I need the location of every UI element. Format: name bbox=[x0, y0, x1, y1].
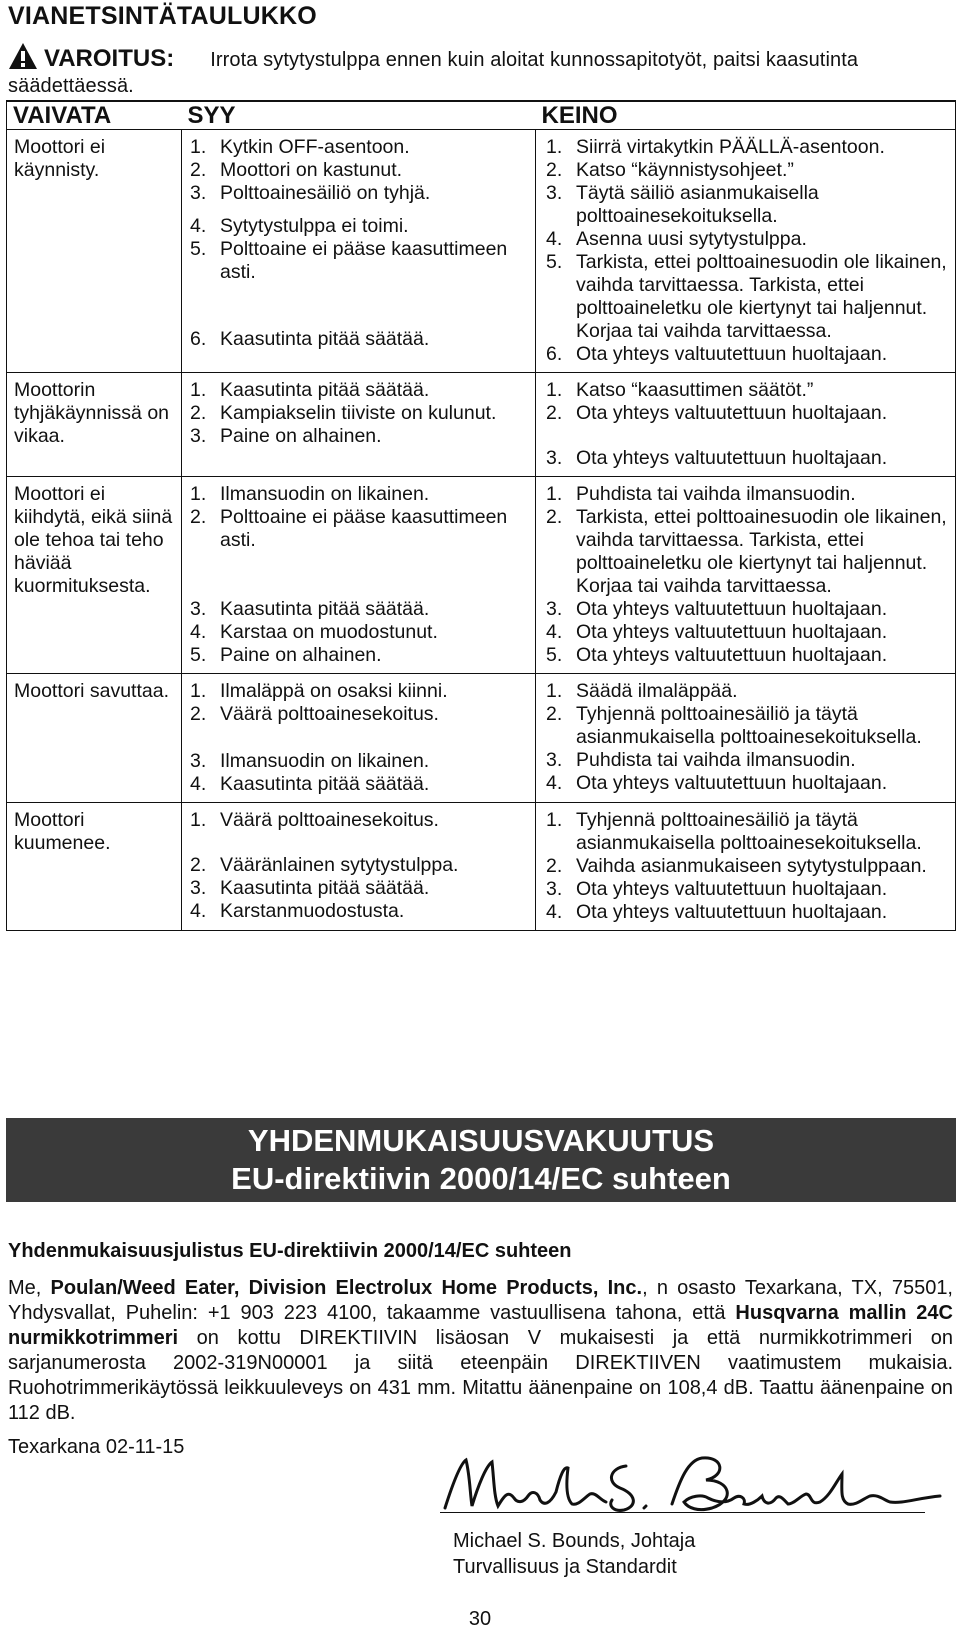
remedy-text: Katso “käynnistysohjeet.” bbox=[576, 159, 794, 181]
cause-number: 3. bbox=[190, 598, 207, 620]
banner-subtitle: EU-direktiivin 2000/14/EC suhteen bbox=[231, 1161, 731, 1196]
remedy-number: 3. bbox=[546, 182, 563, 204]
cause-number: 4. bbox=[190, 773, 207, 795]
remedy-number: 5. bbox=[546, 251, 563, 273]
header-problem: VAIVATA bbox=[7, 101, 182, 130]
remedy-item bbox=[546, 878, 949, 901]
remedy-number: 2. bbox=[546, 402, 563, 424]
remedy-item bbox=[546, 901, 949, 924]
remedy-item bbox=[546, 703, 949, 749]
remedy-number: 2. bbox=[546, 506, 563, 528]
page-title: VIANETSINTÄTAULUKKO bbox=[8, 2, 317, 30]
header-cause: SYY bbox=[182, 101, 536, 130]
remedy-number: 6. bbox=[546, 343, 563, 365]
remedy-item bbox=[546, 379, 949, 402]
cause-number: 4. bbox=[190, 621, 207, 643]
cause-item bbox=[190, 750, 529, 773]
remedy-number: 4. bbox=[546, 901, 563, 923]
cause-text: Ilmansuodin on likainen. bbox=[220, 483, 430, 505]
problem-cell: Moottori savuttaa. bbox=[7, 674, 182, 803]
remedy-item bbox=[546, 182, 949, 228]
warning-triangle-icon bbox=[8, 42, 38, 75]
remedy-text: Ota yhteys valtuutettuun huoltajaan. bbox=[576, 402, 888, 424]
cause-cell bbox=[182, 373, 536, 477]
remedy-text: Puhdista tai vaihda ilmansuodin. bbox=[576, 483, 856, 505]
cause-item bbox=[190, 900, 529, 923]
cause-text: Ilmansuodin on likainen. bbox=[220, 750, 430, 772]
cause-cell bbox=[182, 477, 536, 674]
table-header-row bbox=[7, 101, 956, 130]
cause-number: 2. bbox=[190, 159, 207, 181]
decl-model: Husqvarna mallin 24C nurmikkotrimmeri bbox=[8, 1302, 953, 1349]
table-row bbox=[7, 674, 956, 803]
remedy-text: Asenna uusi sytytystulppa. bbox=[576, 228, 807, 250]
remedy-number: 4. bbox=[546, 621, 563, 643]
remedy-number: 1. bbox=[546, 680, 563, 702]
cause-item bbox=[190, 136, 529, 159]
remedy-text: Tyhjennä polttoainesäiliö ja täytä asianmukaisella polttoainesekoituksella. bbox=[576, 809, 922, 854]
remedy-text: Ota yhteys valtuutettuun huoltajaan. bbox=[576, 343, 888, 365]
cause-number: 1. bbox=[190, 379, 207, 401]
remedy-text: Säädä ilmaläppää. bbox=[576, 680, 738, 702]
decl-text-start: Me, bbox=[8, 1277, 51, 1299]
signer-department: Turvallisuus ja Standardit bbox=[453, 1556, 677, 1578]
cause-item bbox=[190, 680, 529, 703]
remedy-text: Katso “kaasuttimen säätöt.” bbox=[576, 379, 814, 401]
decl-text-end: on kottu DIREKTIIVIN lisäosan V mukaisesti ja että nurmikkotrimmeri on sarjanumerosta 2002-319N00001 ja siitä eteenpäin DIREKTIIVEN vaatimustem mukaisia. Ruohotrimmerikäytössä leikkuuleveys on 431 mm. Mitattu äänenpaine on 108,4 dB. Taattu äänenpaine on 112 dB. bbox=[8, 1327, 953, 1424]
remedy-number: 3. bbox=[546, 447, 563, 469]
problem-cell: Moottorin tyhjäkäynnissä on vikaa. bbox=[7, 373, 182, 477]
cause-number: 6. bbox=[190, 328, 207, 350]
remedy-text: Vaihda asianmukaiseen sytytystulppaan. bbox=[576, 855, 927, 877]
signer-name: Michael S. Bounds, Johtaja bbox=[453, 1530, 696, 1552]
cause-item bbox=[190, 773, 529, 796]
remedy-cell bbox=[536, 373, 956, 477]
cause-number: 1. bbox=[190, 809, 207, 831]
cause-item bbox=[190, 644, 529, 667]
remedy-cell bbox=[536, 674, 956, 803]
remedy-item bbox=[546, 809, 949, 855]
cause-item bbox=[190, 703, 529, 726]
cause-item bbox=[190, 159, 529, 182]
cause-number: 1. bbox=[190, 483, 207, 505]
cause-text: Kytkin OFF-asentoon. bbox=[220, 136, 410, 158]
table-body bbox=[7, 130, 956, 931]
cause-number: 3. bbox=[190, 750, 207, 772]
cause-item bbox=[190, 621, 529, 644]
remedy-item bbox=[546, 749, 949, 772]
problem-cell: Moottori kuumenee. bbox=[7, 803, 182, 931]
cause-item bbox=[190, 877, 529, 900]
cause-item bbox=[190, 215, 529, 238]
problem-cell: Moottori ei kiihdytä, eikä siinä ole tehoa tai teho häviää kuormituksesta. bbox=[7, 477, 182, 674]
cause-number: 3. bbox=[190, 425, 207, 447]
remedy-item bbox=[546, 621, 949, 644]
remedy-text: Siirrä virtakytkin PÄÄLLÄ-asentoon. bbox=[576, 136, 885, 158]
remedy-number: 3. bbox=[546, 749, 563, 771]
remedy-text: Täytä säiliö asianmukaisella polttoainesekoituksella. bbox=[576, 182, 819, 227]
cause-number: 1. bbox=[190, 136, 207, 158]
problem-cell: Moottori ei käynnisty. bbox=[7, 130, 182, 373]
remedy-item bbox=[546, 506, 949, 598]
cause-cell bbox=[182, 803, 536, 931]
remedy-text: Ota yhteys valtuutettuun huoltajaan. bbox=[576, 644, 888, 666]
cause-text: Paine on alhainen. bbox=[220, 644, 382, 666]
header-remedy: KEINO bbox=[536, 101, 956, 130]
cause-item bbox=[190, 402, 529, 425]
remedy-number: 1. bbox=[546, 136, 563, 158]
cause-text: Polttoaine ei pääse kaasuttimeen asti. bbox=[220, 238, 508, 283]
cause-text: Kaasutinta pitää säätää. bbox=[220, 379, 430, 401]
cause-item bbox=[190, 379, 529, 402]
cause-item bbox=[190, 182, 529, 205]
remedy-number: 5. bbox=[546, 644, 563, 666]
remedy-text: Ota yhteys valtuutettuun huoltajaan. bbox=[576, 598, 888, 620]
cause-text: Polttoainesäiliö on tyhjä. bbox=[220, 182, 431, 204]
remedy-item bbox=[546, 228, 949, 251]
declaration-heading: Yhdenmukaisuusjulistus EU-direktiivin 2000/14/EC suhteen bbox=[8, 1240, 572, 1262]
remedy-text: Ota yhteys valtuutettuun huoltajaan. bbox=[576, 621, 888, 643]
remedy-item bbox=[546, 680, 949, 703]
remedy-item bbox=[546, 772, 949, 795]
cause-text: Sytytystulppa ei toimi. bbox=[220, 215, 409, 237]
cause-item bbox=[190, 483, 529, 506]
remedy-number: 2. bbox=[546, 159, 563, 181]
remedy-number: 4. bbox=[546, 772, 563, 794]
remedy-text: Puhdista tai vaihda ilmansuodin. bbox=[576, 749, 856, 771]
cause-number: 4. bbox=[190, 900, 207, 922]
decl-company: Poulan/Weed Eater, Division Electrolux Home Products, Inc. bbox=[50, 1277, 643, 1299]
cause-number: 2. bbox=[190, 506, 207, 528]
remedy-text: Ota yhteys valtuutettuun huoltajaan. bbox=[576, 878, 888, 900]
remedy-item bbox=[546, 644, 949, 667]
cause-number: 5. bbox=[190, 644, 207, 666]
cause-text: Kaasutinta pitää säätää. bbox=[220, 877, 430, 899]
warning-text: Irrota sytytystulppa ennen kuin aloitat kunnossapitotyöt, paitsi kaasutinta säädettäessä. bbox=[8, 49, 859, 97]
signature-line bbox=[440, 1512, 925, 1513]
declaration-paragraph bbox=[8, 1276, 953, 1426]
warning-label: VAROITUS: bbox=[44, 45, 175, 72]
troubleshooting-table bbox=[6, 100, 956, 931]
remedy-number: 3. bbox=[546, 878, 563, 900]
remedy-cell bbox=[536, 803, 956, 931]
cause-number: 5. bbox=[190, 238, 207, 260]
remedy-number: 2. bbox=[546, 855, 563, 877]
cause-text: Karstanmuodostusta. bbox=[220, 900, 405, 922]
remedy-cell bbox=[536, 477, 956, 674]
remedy-number: 3. bbox=[546, 598, 563, 620]
cause-number: 2. bbox=[190, 703, 207, 725]
warning-notice bbox=[8, 42, 953, 97]
remedy-text: Ota yhteys valtuutettuun huoltajaan. bbox=[576, 772, 888, 794]
remedy-item bbox=[546, 855, 949, 878]
remedy-item bbox=[546, 251, 949, 343]
cause-text: Väärä polttoainesekoitus. bbox=[220, 703, 439, 725]
cause-item bbox=[190, 425, 529, 448]
cause-number: 4. bbox=[190, 215, 207, 237]
remedy-cell bbox=[536, 130, 956, 373]
remedy-number: 1. bbox=[546, 483, 563, 505]
table-row bbox=[7, 373, 956, 477]
cause-text: Moottori on kastunut. bbox=[220, 159, 403, 181]
remedy-item bbox=[546, 483, 949, 506]
remedy-item bbox=[546, 447, 949, 470]
cause-text: Kaasutinta pitää säätää. bbox=[220, 328, 430, 350]
table-row bbox=[7, 130, 956, 373]
cause-number: 2. bbox=[190, 402, 207, 424]
cause-item bbox=[190, 854, 529, 877]
cause-cell bbox=[182, 130, 536, 373]
cause-number: 1. bbox=[190, 680, 207, 702]
page-number: 30 bbox=[468, 1608, 492, 1630]
remedy-number: 1. bbox=[546, 809, 563, 831]
cause-cell bbox=[182, 674, 536, 803]
cause-text: Vääränlainen sytytystulppa. bbox=[220, 854, 459, 876]
remedy-number: 2. bbox=[546, 703, 563, 725]
remedy-text: Tarkista, ettei polttoainesuodin ole likainen, vaihda tarvittaessa. Tarkista, ettei polttoaineletku ole kiertynyt tai haljennut. Korjaa tai vaihda tarvittaessa. bbox=[576, 506, 947, 597]
cause-item bbox=[190, 328, 529, 351]
remedy-text: Tarkista, ettei polttoainesuodin ole likainen, vaihda tarvittaessa. Tarkista, ettei polttoaineletku ole kiertynyt tai haljennut. Korjaa tai vaihda tarvittaessa. bbox=[576, 251, 947, 342]
remedy-item bbox=[546, 343, 949, 366]
cause-text: Paine on alhainen. bbox=[220, 425, 382, 447]
cause-number: 2. bbox=[190, 854, 207, 876]
decl-text-mid: , n osasto Texarkana, TX, 75501, Yhdysvallat, Puhelin: +1 903 223 4100, takaamme vastuullisena tahona, että bbox=[8, 1277, 953, 1324]
remedy-number: 4. bbox=[546, 228, 563, 250]
place-date: Texarkana 02-11-15 bbox=[8, 1436, 185, 1458]
remedy-item bbox=[546, 159, 949, 182]
declaration-banner bbox=[6, 1118, 956, 1202]
banner-title: YHDENMUKAISUUSVAKUUTUS bbox=[247, 1123, 715, 1158]
cause-text: Polttoaine ei pääse kaasuttimeen asti. bbox=[220, 506, 508, 551]
cause-text: Kampiakselin tiiviste on kulunut. bbox=[220, 402, 497, 424]
cause-item bbox=[190, 598, 529, 621]
cause-item bbox=[190, 506, 529, 552]
cause-text: Kaasutinta pitää säätää. bbox=[220, 773, 430, 795]
remedy-text: Ota yhteys valtuutettuun huoltajaan. bbox=[576, 447, 888, 469]
cause-number: 3. bbox=[190, 877, 207, 899]
cause-text: Karstaa on muodostunut. bbox=[220, 621, 438, 643]
remedy-item bbox=[546, 598, 949, 621]
cause-text: Ilmaläppä on osaksi kiinni. bbox=[220, 680, 448, 702]
table-row bbox=[7, 803, 956, 931]
remedy-text: Ota yhteys valtuutettuun huoltajaan. bbox=[576, 901, 888, 923]
cause-text: Kaasutinta pitää säätää. bbox=[220, 598, 430, 620]
remedy-number: 1. bbox=[546, 379, 563, 401]
cause-text: Väärä polttoainesekoitus. bbox=[220, 809, 439, 831]
remedy-item bbox=[546, 402, 949, 425]
remedy-item bbox=[546, 136, 949, 159]
cause-number: 3. bbox=[190, 182, 207, 204]
cause-item bbox=[190, 238, 529, 284]
cause-item bbox=[190, 809, 529, 832]
remedy-text: Tyhjennä polttoainesäiliö ja täytä asianmukaisella polttoainesekoituksella. bbox=[576, 703, 922, 748]
table-row bbox=[7, 477, 956, 674]
